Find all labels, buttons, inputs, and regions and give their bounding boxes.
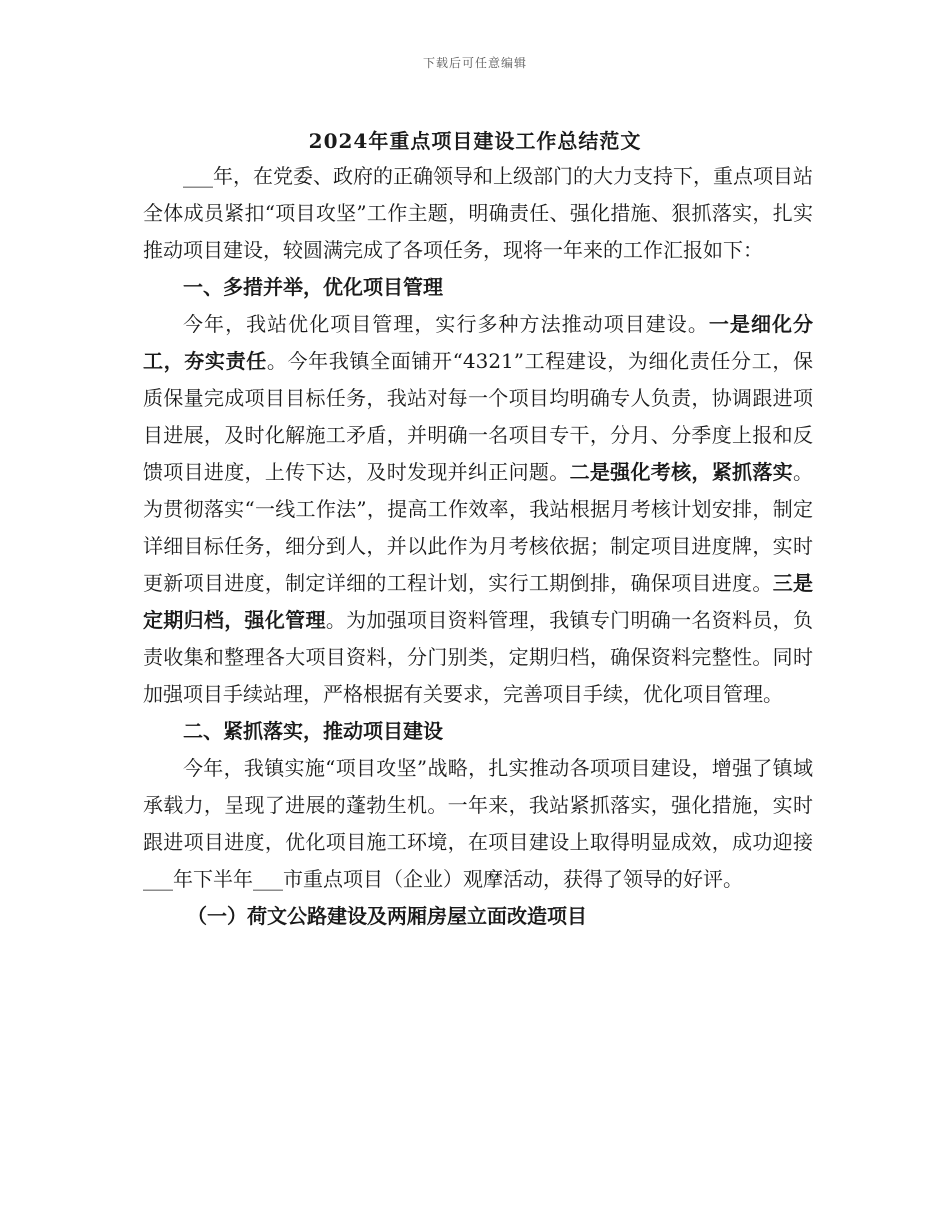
header-note: 下载后可任意编辑 xyxy=(422,56,527,70)
point-1-text: 。今年我镇全面铺开“4321”工程建设，为细化责任分工，保质保量完成项目目标任务，我站对每一个项目均明确专人负责，协调跟进项目进展，及时化解施工矛盾，并明确一名项目专干，分月、分季度上报和反馈项目进度，上传下达，及时发现并纠正问题。 xyxy=(143,349,813,484)
document-title: 2024年重点项目建设工作总结范文 xyxy=(308,129,642,153)
subsection-1-heading: （一）荷文公路建设及两厢房屋立面改造项目 xyxy=(187,904,587,928)
section-1-heading: 一、多措并举，优化项目管理 xyxy=(183,275,443,299)
section-2-paragraph: 今年，我镇实施“项目攻坚”战略，扎实推动各项项目建设，增强了镇域承载力，呈现了进展的蓬勃生机。一年来，我站紧抓落实，强化措施，实时跟进项目进度，优化项目施工环境，在项目建设上取得明显成效，成功迎接___年下半年___市重点项目（企业）观摩活动，获得了领导的好评。 xyxy=(143,756,813,891)
section-2-heading: 二、紧抓落实，推动项目建设 xyxy=(183,719,443,743)
document-body xyxy=(143,158,813,935)
point-1-bold: 一是细化分工，夯实责任 xyxy=(143,312,814,373)
point-2-text: 。为贯彻落实“一线工作法”，提高工作效率，我站根据月考核计划安排，制定详细目标任务，细分到人，并以此作为月考核依据；制定项目进度牌，实时更新项目进度，制定详细的工程计划，实行工期倒排，确保项目进度。 xyxy=(143,460,813,595)
point-2-bold: 二是强化考核，紧抓落实 xyxy=(569,460,793,484)
section-1-lead: 今年，我站优化项目管理，实行多种方法推动项目建设。 xyxy=(183,312,709,336)
section-1-paragraph xyxy=(143,306,813,713)
point-3-text: 。为加强项目资料管理，我镇专门明确一名资料员，负责收集和整理各大项目资料，分门别类，定期归档，确保资料完整性。同时加强项目手续站理，严格根据有关要求，完善项目手续，优化项目管理。 xyxy=(143,608,813,706)
point-3-bold: 三是定期归档，强化管理 xyxy=(143,571,813,632)
intro-paragraph: ___年，在党委、政府的正确领导和上级部门的大力支持下，重点项目站全体成员紧扣“项目攻坚”工作主题，明确责任、强化措施、狠抓落实，扎实推动项目建设，较圆满完成了各项任务，现将一年来的工作汇报如下： xyxy=(143,164,813,262)
